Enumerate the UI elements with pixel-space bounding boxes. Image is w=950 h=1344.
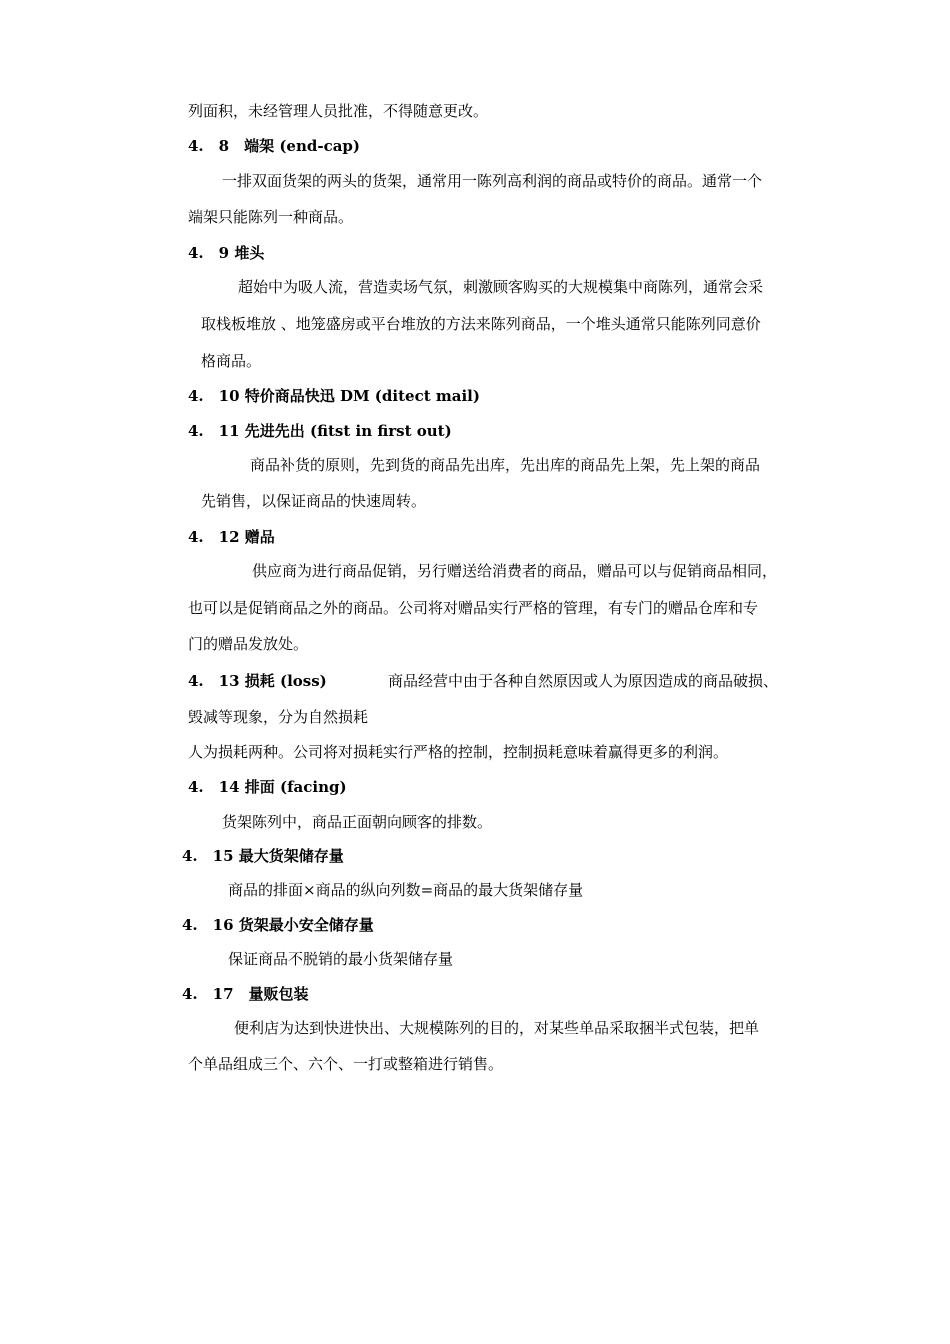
body-text: 货架陈列中，商品正面朝向顾客的排数。 <box>222 813 493 831</box>
section-heading: 4. 10 特价商品快迅 DM (ditect mail) <box>188 387 480 405</box>
section-heading: 4. 15 最大货架储存量 <box>182 847 344 865</box>
body-text: 毁减等现象，分为自然损耗 <box>188 708 369 726</box>
section-heading: 4. 9 堆头 <box>188 244 265 262</box>
body-text: 先销售，以保证商品的快速周转。 <box>201 492 427 510</box>
body-text: 保证商品不脱销的最小货架储存量 <box>228 950 454 968</box>
body-text: 商品经营中由于各种自然原因或人为原因造成的商品破损、 <box>388 672 779 690</box>
body-text: 供应商为进行商品促销，另行赠送给消费者的商品，赠品可以与促销商品相同， <box>252 562 778 580</box>
body-text: 门的赠品发放处。 <box>188 635 309 653</box>
body-text: 列面积，未经管理人员批准，不得随意更改。 <box>188 102 489 120</box>
body-text: 便利店为达到快进快出、大规模陈列的目的，对某些单品采取捆半式包装，把单 <box>234 1019 760 1037</box>
body-text: 格商品。 <box>201 352 262 370</box>
body-text: 超始中为吸人流，营造卖场气氛，刺激顾客购买的大规模集中商陈列，通常会采 <box>238 278 764 296</box>
section-heading: 4. 13 损耗 (loss) <box>188 672 327 690</box>
body-text: 端架只能陈列一种商品。 <box>188 208 354 226</box>
body-text: 也可以是促销商品之外的商品。公司将对赠品实行严格的管理，有专门的赠品仓库和专 <box>188 599 759 617</box>
body-text: 商品补货的原则，先到货的商品先出库，先出库的商品先上架，先上架的商品 <box>250 456 761 474</box>
section-heading: 4. 12 赠品 <box>188 528 275 546</box>
section-heading: 4. 16 货架最小安全储存量 <box>182 916 374 934</box>
section-heading: 4. 17 量贩包装 <box>182 985 309 1003</box>
body-text: 一排双面货架的两头的货架，通常用一陈列高利润的商品或特价的商品。通常一个 <box>222 172 763 190</box>
body-text: 人为损耗两种。公司将对损耗实行严格的控制，控制损耗意味着赢得更多的利润。 <box>188 743 729 761</box>
section-heading: 4. 8 端架 (end-cap) <box>188 137 361 155</box>
body-text: 个单品组成三个、六个、一打或整箱进行销售。 <box>188 1055 504 1073</box>
section-heading: 4. 14 排面 (facing) <box>188 778 347 796</box>
body-text: 取栈板堆放 、地笼盛房或平台堆放的方法来陈列商品，一个堆头通常只能陈列同意价 <box>201 315 761 333</box>
section-heading: 4. 11 先进先出 (fitst in first out) <box>188 422 452 440</box>
body-text: 商品的排面×商品的纵向列数=商品的最大货架储存量 <box>228 881 584 899</box>
